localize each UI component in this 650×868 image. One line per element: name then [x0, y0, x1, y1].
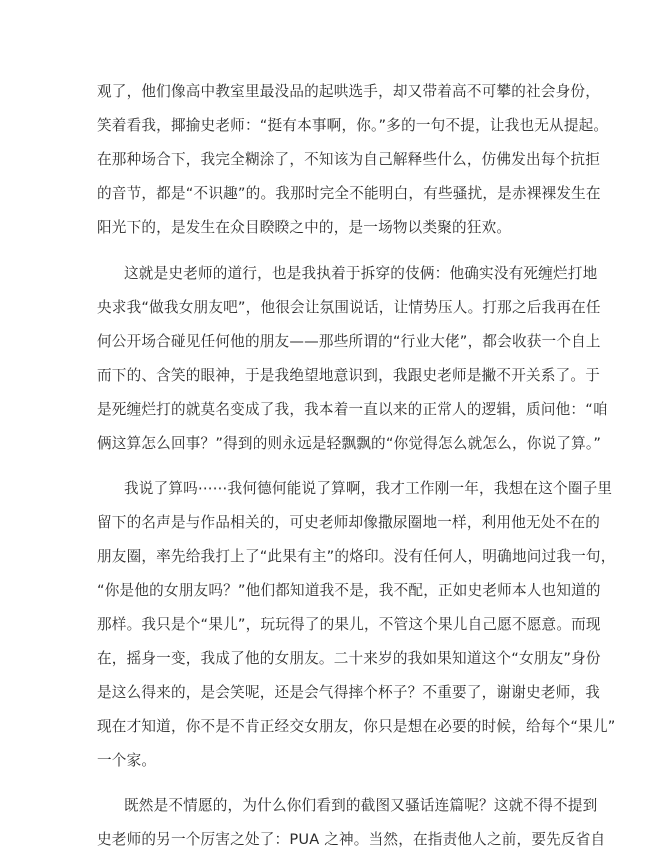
text-line: 在那种场合下，我完全糊涂了，不知该为自己解释些什么，仿佛发出每个抗拒: [97, 151, 600, 168]
text-line: 笑着看我，揶揄史老师：“挺有本事啊，你。”多的一句不提，让我也无从提起。: [97, 117, 609, 134]
text-line: 央求我“做我女朋友吧”，他很会让氛围说话，让情势压人。打那之后我再在任: [97, 299, 601, 316]
text-line: 的音节，都是“不识趣”的。我那时完全不能明白，有些骚扰，是赤裸裸发生在: [97, 185, 601, 202]
text-line: 是这么得来的，是会笑呢，还是会气得摔个杯子？不重要了，谢谢史老师，我: [97, 684, 600, 701]
text-line: 观了，他们像高中教室里最没品的起哄选手，却又带着高不可攀的社会身份，: [97, 83, 600, 100]
text-line: 现在才知道，你不是不肯正经交女朋友，你只是想在必要的时候，给每个“果儿”: [97, 718, 616, 735]
text-line: 一个家。: [97, 752, 157, 769]
text-line: 既然是不情愿的，为什么你们看到的截图又骚话连篇呢？这就不得不提到: [124, 797, 598, 814]
text-line: 俩这算怎么回事？”得到的则永远是轻飘飘的“你觉得怎么就怎么，你说了算。”: [97, 435, 602, 452]
text-line: 阳光下的，是发生在众目睽睽之中的，是一场物以类聚的狂欢。: [97, 219, 512, 236]
text-line: 留下的名声是与作品相关的，可史老师却像撒尿圈地一样，利用他无处不在的: [97, 514, 600, 531]
text-line: “你是他的女朋友吗？”他们都知道我不是，我不配，正如史老师本人也知道的: [97, 582, 601, 599]
text-line: 那样。我只是个“果儿”，玩玩得了的果儿，不管这个果儿自己愿不愿意。而现: [97, 616, 601, 633]
text-line: 朋友圈，率先给我打上了“此果有主”的烙印。没有任何人，明确地问过我一句，: [97, 548, 616, 565]
text-line: 在，摇身一变，我成了他的女朋友。二十来岁的我如果知道这个“女朋友”身份: [97, 650, 601, 667]
text-line: 这就是史老师的道行，也是我执着于拆穿的伎俩：他确实没有死缠烂打地: [124, 265, 598, 282]
text-line: 我说了算吗⋯⋯我何德何能说了算啊，我才工作刚一年，我想在这个圈子里: [124, 480, 613, 497]
text-line: 何公开场合碰见任何他的朋友——那些所谓的“行业大佬”，都会收获一个自上: [97, 333, 601, 350]
text-line: 而下的、含笑的眼神，于是我绝望地意识到，我跟史老师是撇不开关系了。于: [97, 367, 600, 384]
text-line: 是死缠烂打的就莫名变成了我，我本着一直以来的正常人的逻辑，质问他：“咱: [97, 401, 608, 418]
text-line: 史老师的另一个厉害之处了：PUA 之神。当然，在指责他人之前，要先反省自: [97, 831, 606, 848]
